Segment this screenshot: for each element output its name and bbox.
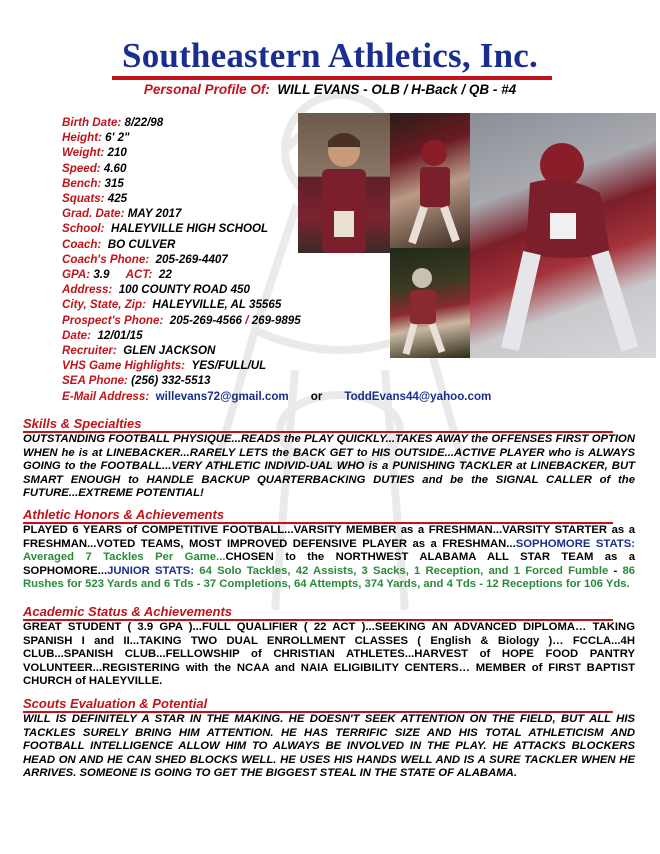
skills-body <box>23 433 635 501</box>
info-row <box>62 358 491 373</box>
section-body: OUTSTANDING FOOTBALL PHYSIQUE...READS the PLAY QUICKLY...TAKES AWAY the OFFENSES FIRST OPTION WHEN he is at LINEBACKER...RARELY LETS the BACK GET to HIS OUTSIDE...ACTIVE PLAYER who is ALWAYS GOING to the FOOTBALL...VERY ATHLETIC INDIVID-UAL WHO is a PUNISHING TACKLER at LINEBACKER, BUT SMART ENOUGH to HANDLE BACKUP QUARTERBACKING DUTIES and be the SIGNAL CALLER of the FUTURE...EXTREME POTENTIAL! <box>23 433 635 500</box>
page-title: Southeastern Athletics, Inc. <box>122 36 538 75</box>
skills-section <box>23 417 142 431</box>
info-value: MAY 2017 <box>127 207 182 221</box>
info-label: Prospect's Phone: <box>62 313 164 327</box>
stats-value: 64 Solo Tackles, 42 Assists, 3 Sacks, 1 Reception, and 1 Forced Fumble <box>194 564 609 577</box>
info-value: 205-269-4407 <box>155 252 228 266</box>
info-value: 210 <box>107 146 127 160</box>
info-label: City, State, Zip: <box>62 298 146 312</box>
info-value: 12/01/15 <box>97 328 143 342</box>
section-heading: Athletic Honors & Achievements <box>23 507 225 522</box>
stats-separator: - <box>608 564 623 577</box>
info-value: 425 <box>107 192 128 206</box>
info-label: SEA Phone: <box>62 374 128 388</box>
info-label: Coach's Phone: <box>62 252 150 266</box>
info-label: Recruiter: <box>62 344 117 358</box>
info-label: Grad. Date: <box>62 207 125 221</box>
academic-section <box>23 605 232 619</box>
info-label: VHS Game Highlights: <box>62 359 186 373</box>
scouts-section <box>23 697 207 711</box>
info-value: 3.9 <box>93 268 110 282</box>
info-label: Bench: <box>62 176 102 190</box>
subtitle-label: Personal Profile Of: <box>143 82 270 97</box>
title-underline <box>112 76 552 80</box>
info-value: 269-9895 <box>251 313 301 327</box>
info-value: HALEYVILLE, AL 35565 <box>152 298 282 312</box>
info-label: Address: <box>62 283 113 297</box>
email-row <box>62 389 491 404</box>
stats-label: SOPHOMORE STATS: <box>515 537 635 550</box>
info-value: 6' 2" <box>105 131 130 145</box>
info-label: Speed: <box>62 161 101 175</box>
email-label: E-Mail Address: <box>62 389 150 403</box>
info-label: ACT: <box>125 268 153 282</box>
info-value: 100 COUNTY ROAD 450 <box>118 283 250 297</box>
info-value: 315 <box>104 176 124 190</box>
info-row <box>62 373 491 388</box>
honors-body <box>23 524 635 592</box>
info-separator: / <box>245 313 249 327</box>
player-name: WILL EVANS - OLB / H-Back / QB - #4 <box>277 82 517 97</box>
info-label: Height: <box>62 131 102 145</box>
email-or: or <box>310 389 323 403</box>
action-photo-running <box>390 113 470 248</box>
info-label: School: <box>62 222 105 236</box>
action-photo-field <box>390 248 470 358</box>
action-photo-stance <box>470 113 656 358</box>
section-heading: Scouts Evaluation & Potential <box>23 696 208 711</box>
info-label: Squats: <box>62 192 105 206</box>
section-heading: Academic Status & Achievements <box>23 604 233 619</box>
info-value: BO CULVER <box>107 237 176 251</box>
section-heading: Skills & Specialties <box>23 416 142 431</box>
scouts-body <box>23 713 635 781</box>
profile-subtitle <box>0 83 660 97</box>
info-value: YES/FULL/UL <box>191 359 267 373</box>
info-value: 4.60 <box>103 161 127 175</box>
section-body: WILL IS DEFINITELY A STAR IN THE MAKING. HE DOESN'T SEEK ATTENTION ON THE FIELD, BUT ALL HIS TACKLES SURELY BRING HIM ATTENTION. HE HAS TERRIFIC SIZE AND HIS TOTAL ATHLETICISM AND FOOTBALL INTELLIGENCE ALLOW HIM TO ALWAYS BE INVOLVED IN THE PLAY. HE ATTACKS BLOCKERS HEAD ON AND HE CAN SHED BLOCKS WELL. HE USES HIS HANDS WELL AND IS A SURE TACKLER WHEN HE ARRIVES. SOMEONE IS GOING TO GET THE BIGGEST STEAL IN THE STATE OF ALABAMA. <box>23 713 635 780</box>
info-label: Weight: <box>62 146 105 160</box>
info-label: GPA: <box>62 268 91 282</box>
info-label: Date: <box>62 328 91 342</box>
honors-section <box>23 508 224 522</box>
stats-value: Averaged 7 Tackles Per Game... <box>23 551 226 564</box>
info-value: 205-269-4566 <box>169 313 242 327</box>
email-link-primary[interactable]: willevans72@gmail.com <box>155 389 289 403</box>
info-value: GLEN JACKSON <box>123 344 216 358</box>
info-value: (256) 332-5513 <box>131 374 211 388</box>
academic-body <box>23 621 635 689</box>
honors-text: PLAYED 6 YEARS of COMPETITIVE FOOTBALL...VARSITY MEMBER as a FRESHMAN...VARSITY STARTER as a FRESHMAN...VOTED TEAMS, MOST IMPROVED DEFENSIVE PLAYER as a FRESHMAN... <box>23 524 635 550</box>
section-body <box>23 524 635 592</box>
player-portrait-photo <box>298 113 390 253</box>
stats-value: 86 Rushes for 523 Yards and 6 Tds - 37 Completions, 64 Attempts, 374 Yards, and 4 Tds - 12 Receptions for 106 Yds. <box>23 564 636 591</box>
stats-label: JUNIOR STATS: <box>107 564 195 577</box>
info-value: 22 <box>158 268 172 282</box>
info-label: Birth Date: <box>62 116 122 129</box>
honors-text: CHOSEN to the NORTHWEST ALABAMA ALL STAR TEAM as a SOPHOMORE... <box>23 551 635 577</box>
info-label: Coach: <box>62 237 102 251</box>
section-body: GREAT STUDENT ( 3.9 GPA )...FULL QUALIFIER ( 22 ACT )...SEEKING AN ADVANCED DIPLOMA… TAKING SPANISH I and II...TAKING TWO DUAL ENROLLMENT CLASSES ( English & Biology )… FCCLA...4H CLUB...SPANISH CLUB...FELLOWSHIP of CHRISTIAN ATHLETES...HARVEST of HOPE FOOD PANTRY VOLUNTEER...REGISTERING with the NCAA and NAIA ELIGIBILITY CENTERS… MEMBER of FIRST BAPTIST CHURCH of HALEYVILLE. <box>23 621 635 688</box>
email-link-secondary[interactable]: ToddEvans44@yahoo.com <box>344 389 492 403</box>
info-value: 8/22/98 <box>124 116 164 129</box>
info-value: HALEYVILLE HIGH SCHOOL <box>110 222 269 236</box>
